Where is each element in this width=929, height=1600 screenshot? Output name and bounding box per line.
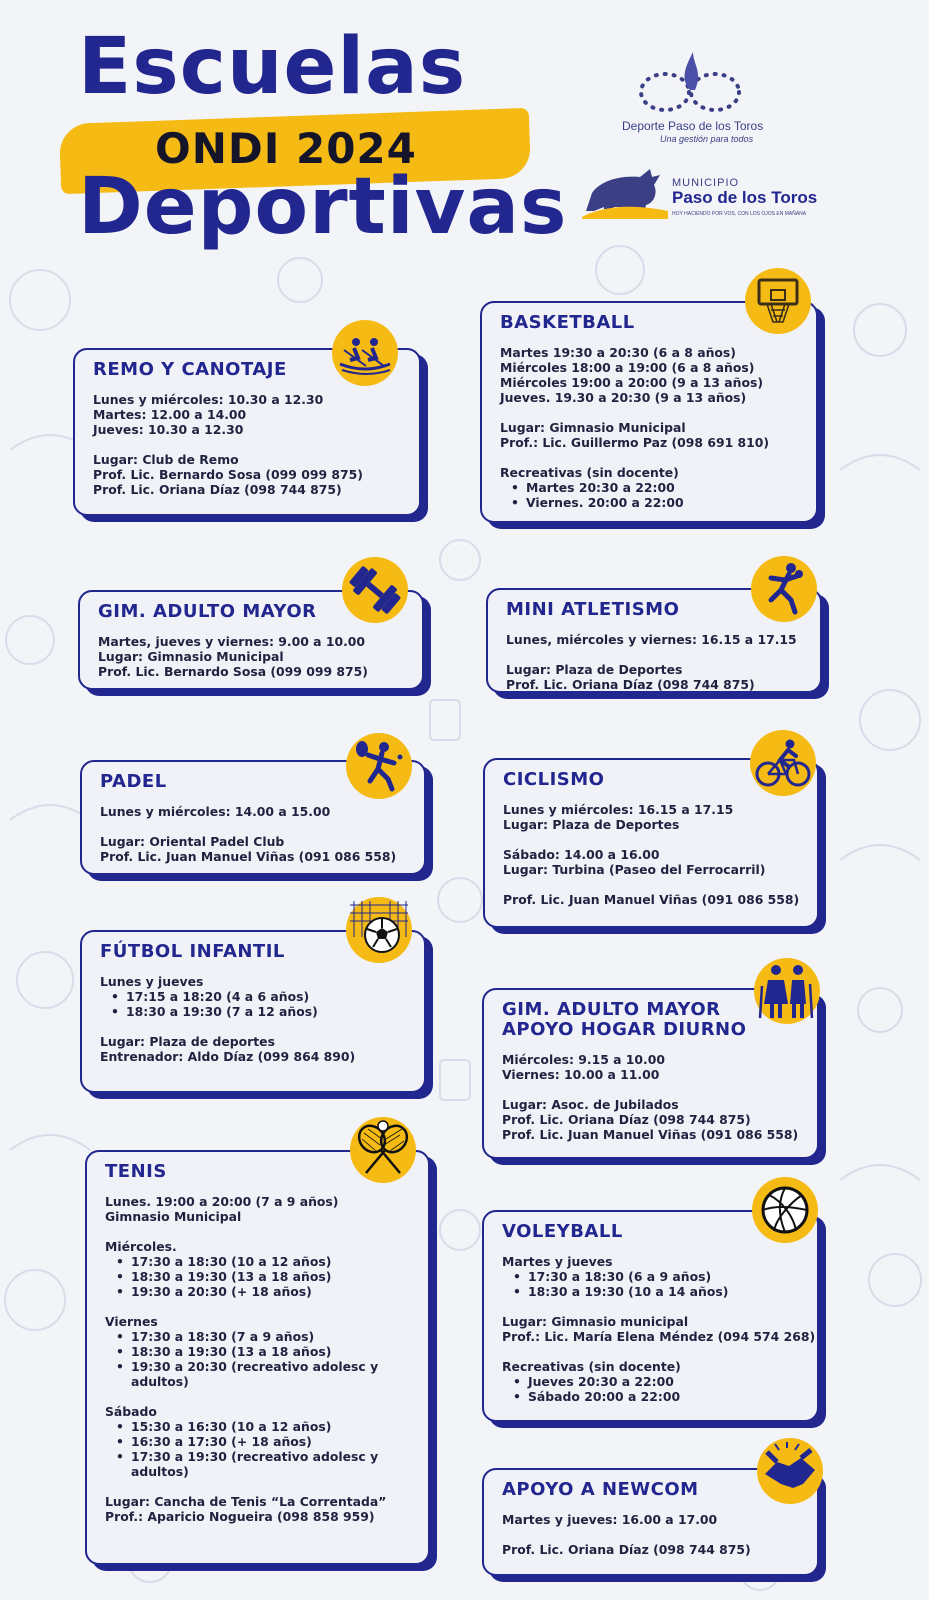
spacer [93, 437, 401, 452]
card-tenis [85, 1150, 430, 1565]
card-title: PADEL [100, 771, 167, 792]
info-line: Jueves: 10.30 a 12.30 [93, 421, 244, 437]
bullet-item: • 17:30 a 18:30 (10 a 12 años) [105, 1254, 410, 1269]
title-line-ondi: ONDI 2024 [155, 124, 417, 173]
bullet-item: • Martes 20:30 a 22:00 [500, 480, 798, 495]
info-line: Prof. Lic. Bernardo Sosa (099 099 875) [98, 663, 368, 679]
info-line: Martes 19:30 a 20:30 (6 a 8 años) [500, 344, 736, 360]
bullet-item: • 17:30 a 18:30 (7 a 9 años) [105, 1329, 410, 1344]
title-line-escuelas: Escuelas [78, 22, 467, 112]
card-basketball [480, 301, 818, 523]
card-title: GIM. ADULTO MAYOR [98, 601, 317, 622]
spacer [502, 1082, 799, 1097]
info-line: Sábado [105, 1403, 157, 1419]
municipio-name: Paso de los Toros [672, 188, 818, 207]
spacer [105, 1299, 410, 1314]
deporte-logo-tagline: Una gestión para todos [660, 134, 754, 144]
bullet-item: • Viernes. 20:00 a 22:00 [500, 495, 798, 510]
soccer-ball-icon [346, 897, 412, 963]
elderly-couple-icon [754, 958, 820, 1024]
bullet-item: • 18:30 a 19:30 (13 a 18 años) [105, 1269, 410, 1284]
info-line: Miércoles 18:00 a 19:00 (6 a 8 años) [500, 359, 755, 375]
info-line: Prof. Lic. Juan Manuel Viñas (091 086 558) [100, 848, 397, 864]
info-line: Viernes [105, 1313, 158, 1329]
info-line: Recreativas (sin docente) [500, 464, 679, 480]
spacer [105, 1389, 410, 1404]
handshake-icon [757, 1438, 823, 1504]
bullet-item: • 18:30 a 19:30 (7 a 12 años) [100, 1004, 406, 1019]
spacer [502, 1527, 799, 1542]
card-title: FÚTBOL INFANTIL [100, 941, 285, 962]
info-line: Lunes y jueves [100, 973, 204, 989]
spacer [100, 819, 406, 834]
info-line: Lunes. 19:00 a 20:00 (7 a 9 años) [105, 1193, 339, 1209]
card-title: APOYO A NEWCOM [502, 1479, 699, 1500]
spacer [100, 1019, 406, 1034]
sponsor-logos [580, 45, 840, 235]
bullet-item: • 18:30 a 19:30 (10 a 14 años) [502, 1284, 799, 1299]
card-title: BASKETBALL [500, 312, 635, 333]
spacer [502, 1299, 799, 1314]
bullet-item: • 16:30 a 17:30 (+ 18 años) [105, 1434, 410, 1449]
deporte-logo-icon [635, 50, 745, 115]
spacer [105, 1224, 410, 1239]
bullet-item: • Sábado 20:00 a 22:00 [502, 1389, 799, 1404]
info-line: Lugar: Plaza de Deportes [503, 816, 680, 832]
spacer [502, 1344, 799, 1359]
cyclist-icon [750, 730, 816, 796]
info-line: Prof. Lic. Oriana Díaz (098 744 875) [506, 676, 755, 692]
bull-logo-icon [580, 163, 672, 221]
info-line: Lugar: Plaza de deportes [100, 1033, 275, 1049]
basketball-hoop-icon [745, 268, 811, 334]
info-line: Martes, jueves y viernes: 9.00 a 10.00 [98, 633, 366, 649]
spacer [500, 450, 798, 465]
card-title: GIM. ADULTO MAYOR APOYO HOGAR DIURNO [502, 999, 747, 1040]
spacer [503, 877, 799, 892]
info-line: Lugar: Cancha de Tenis “La Correntada” [105, 1493, 387, 1509]
rowing-icon [332, 320, 398, 386]
info-line: Martes: 12.00 a 14.00 [93, 406, 247, 422]
info-line: Prof.: Lic. Guillermo Paz (098 691 810) [500, 434, 770, 450]
info-line: Lugar: Asoc. de Jubilados [502, 1096, 679, 1112]
bullet-item: • 19:30 a 20:30 (+ 18 años) [105, 1284, 410, 1299]
card-title: REMO Y CANOTAJE [93, 359, 287, 380]
info-line: Recreativas (sin docente) [502, 1358, 681, 1374]
info-line: Jueves. 19.30 a 20:30 (9 a 13 años) [500, 389, 747, 405]
tennis-rackets-icon [350, 1117, 416, 1183]
info-line: Lunes y miércoles: 10.30 a 12.30 [93, 391, 324, 407]
info-line: Lugar: Oriental Padel Club [100, 833, 285, 849]
info-line: Gimnasio Municipal [105, 1208, 242, 1224]
info-line: Lugar: Plaza de Deportes [506, 661, 683, 677]
info-line: Lugar: Gimnasio municipal [502, 1313, 689, 1329]
title-line-deportivas: Deportivas [78, 162, 568, 252]
bullet-item: • 15:30 a 16:30 (10 a 12 años) [105, 1419, 410, 1434]
bullet-item: • Jueves 20:30 a 22:00 [502, 1374, 799, 1389]
info-line: Prof. Lic. Oriana Díaz (098 744 875) [502, 1541, 751, 1557]
info-line: Lugar: Turbina (Paseo del Ferrocarril) [503, 861, 766, 877]
padel-player-icon [346, 733, 412, 799]
bullet-item: • 17:30 a 18:30 (6 a 9 años) [502, 1269, 799, 1284]
bullet-item: • 17:30 a 19:30 (recreativo adolesc y adultos) [105, 1449, 410, 1479]
card-title: CICLISMO [503, 769, 605, 790]
header-title [60, 20, 568, 260]
info-line: Martes y jueves [502, 1253, 613, 1269]
bullet-item: • 17:15 a 18:20 (4 a 6 años) [100, 989, 406, 1004]
info-line: Prof. Lic. Juan Manuel Viñas (091 086 558) [502, 1126, 799, 1142]
info-line: Lunes y miércoles: 16.15 a 17.15 [503, 801, 734, 817]
municipio-label: MUNICIPIO [672, 177, 740, 189]
info-line: Sábado: 14.00 a 16.00 [503, 846, 660, 862]
dumbbell-icon [342, 557, 408, 623]
card-title: TENIS [105, 1161, 167, 1182]
card-title: VOLEYBALL [502, 1221, 623, 1242]
municipio-tagline: HOY HACIENDO POR VOS, CON LOS OJOS EN MAÑANA [672, 211, 807, 217]
shot-put-icon [751, 556, 817, 622]
info-line: Lunes y miércoles: 14.00 a 15.00 [100, 803, 331, 819]
info-line: Prof. Lic. Bernardo Sosa (099 099 875) [93, 466, 363, 482]
info-line: Prof.: Aparicio Nogueira (098 858 959) [105, 1508, 375, 1524]
info-line: Prof. Lic. Juan Manuel Viñas (091 086 558) [503, 891, 800, 907]
spacer [105, 1479, 410, 1494]
spacer [500, 405, 798, 420]
info-line: Prof. Lic. Oriana Díaz (098 744 875) [502, 1111, 751, 1127]
info-line: Lugar: Gimnasio Municipal [500, 419, 686, 435]
bullet-item: • 19:30 a 20:30 (recreativo adolesc y adultos) [105, 1359, 410, 1389]
info-line: Entrenador: Aldo Díaz (099 864 890) [100, 1048, 356, 1064]
card-title: MINI ATLETISMO [506, 599, 680, 620]
info-line: Prof.: Lic. María Elena Méndez (094 574 268) [502, 1328, 816, 1344]
info-line: Lunes, miércoles y viernes: 16.15 a 17.15 [506, 631, 797, 647]
deporte-logo-name: Deporte Paso de los Toros [622, 119, 764, 133]
info-line: Prof. Lic. Oriana Díaz (098 744 875) [93, 481, 342, 497]
info-line: Viernes: 10.00 a 11.00 [502, 1066, 660, 1082]
spacer [506, 647, 802, 662]
volleyball-icon [752, 1177, 818, 1243]
bullet-item: • 18:30 a 19:30 (13 a 18 años) [105, 1344, 410, 1359]
info-line: Lugar: Club de Remo [93, 451, 239, 467]
info-line: Miércoles: 9.15 a 10.00 [502, 1051, 665, 1067]
spacer [503, 832, 799, 847]
info-line: Miércoles 19:00 a 20:00 (9 a 13 años) [500, 374, 764, 390]
info-line: Lugar: Gimnasio Municipal [98, 648, 284, 664]
info-line: Miércoles. [105, 1238, 177, 1254]
info-line: Martes y jueves: 16.00 a 17.00 [502, 1511, 718, 1527]
